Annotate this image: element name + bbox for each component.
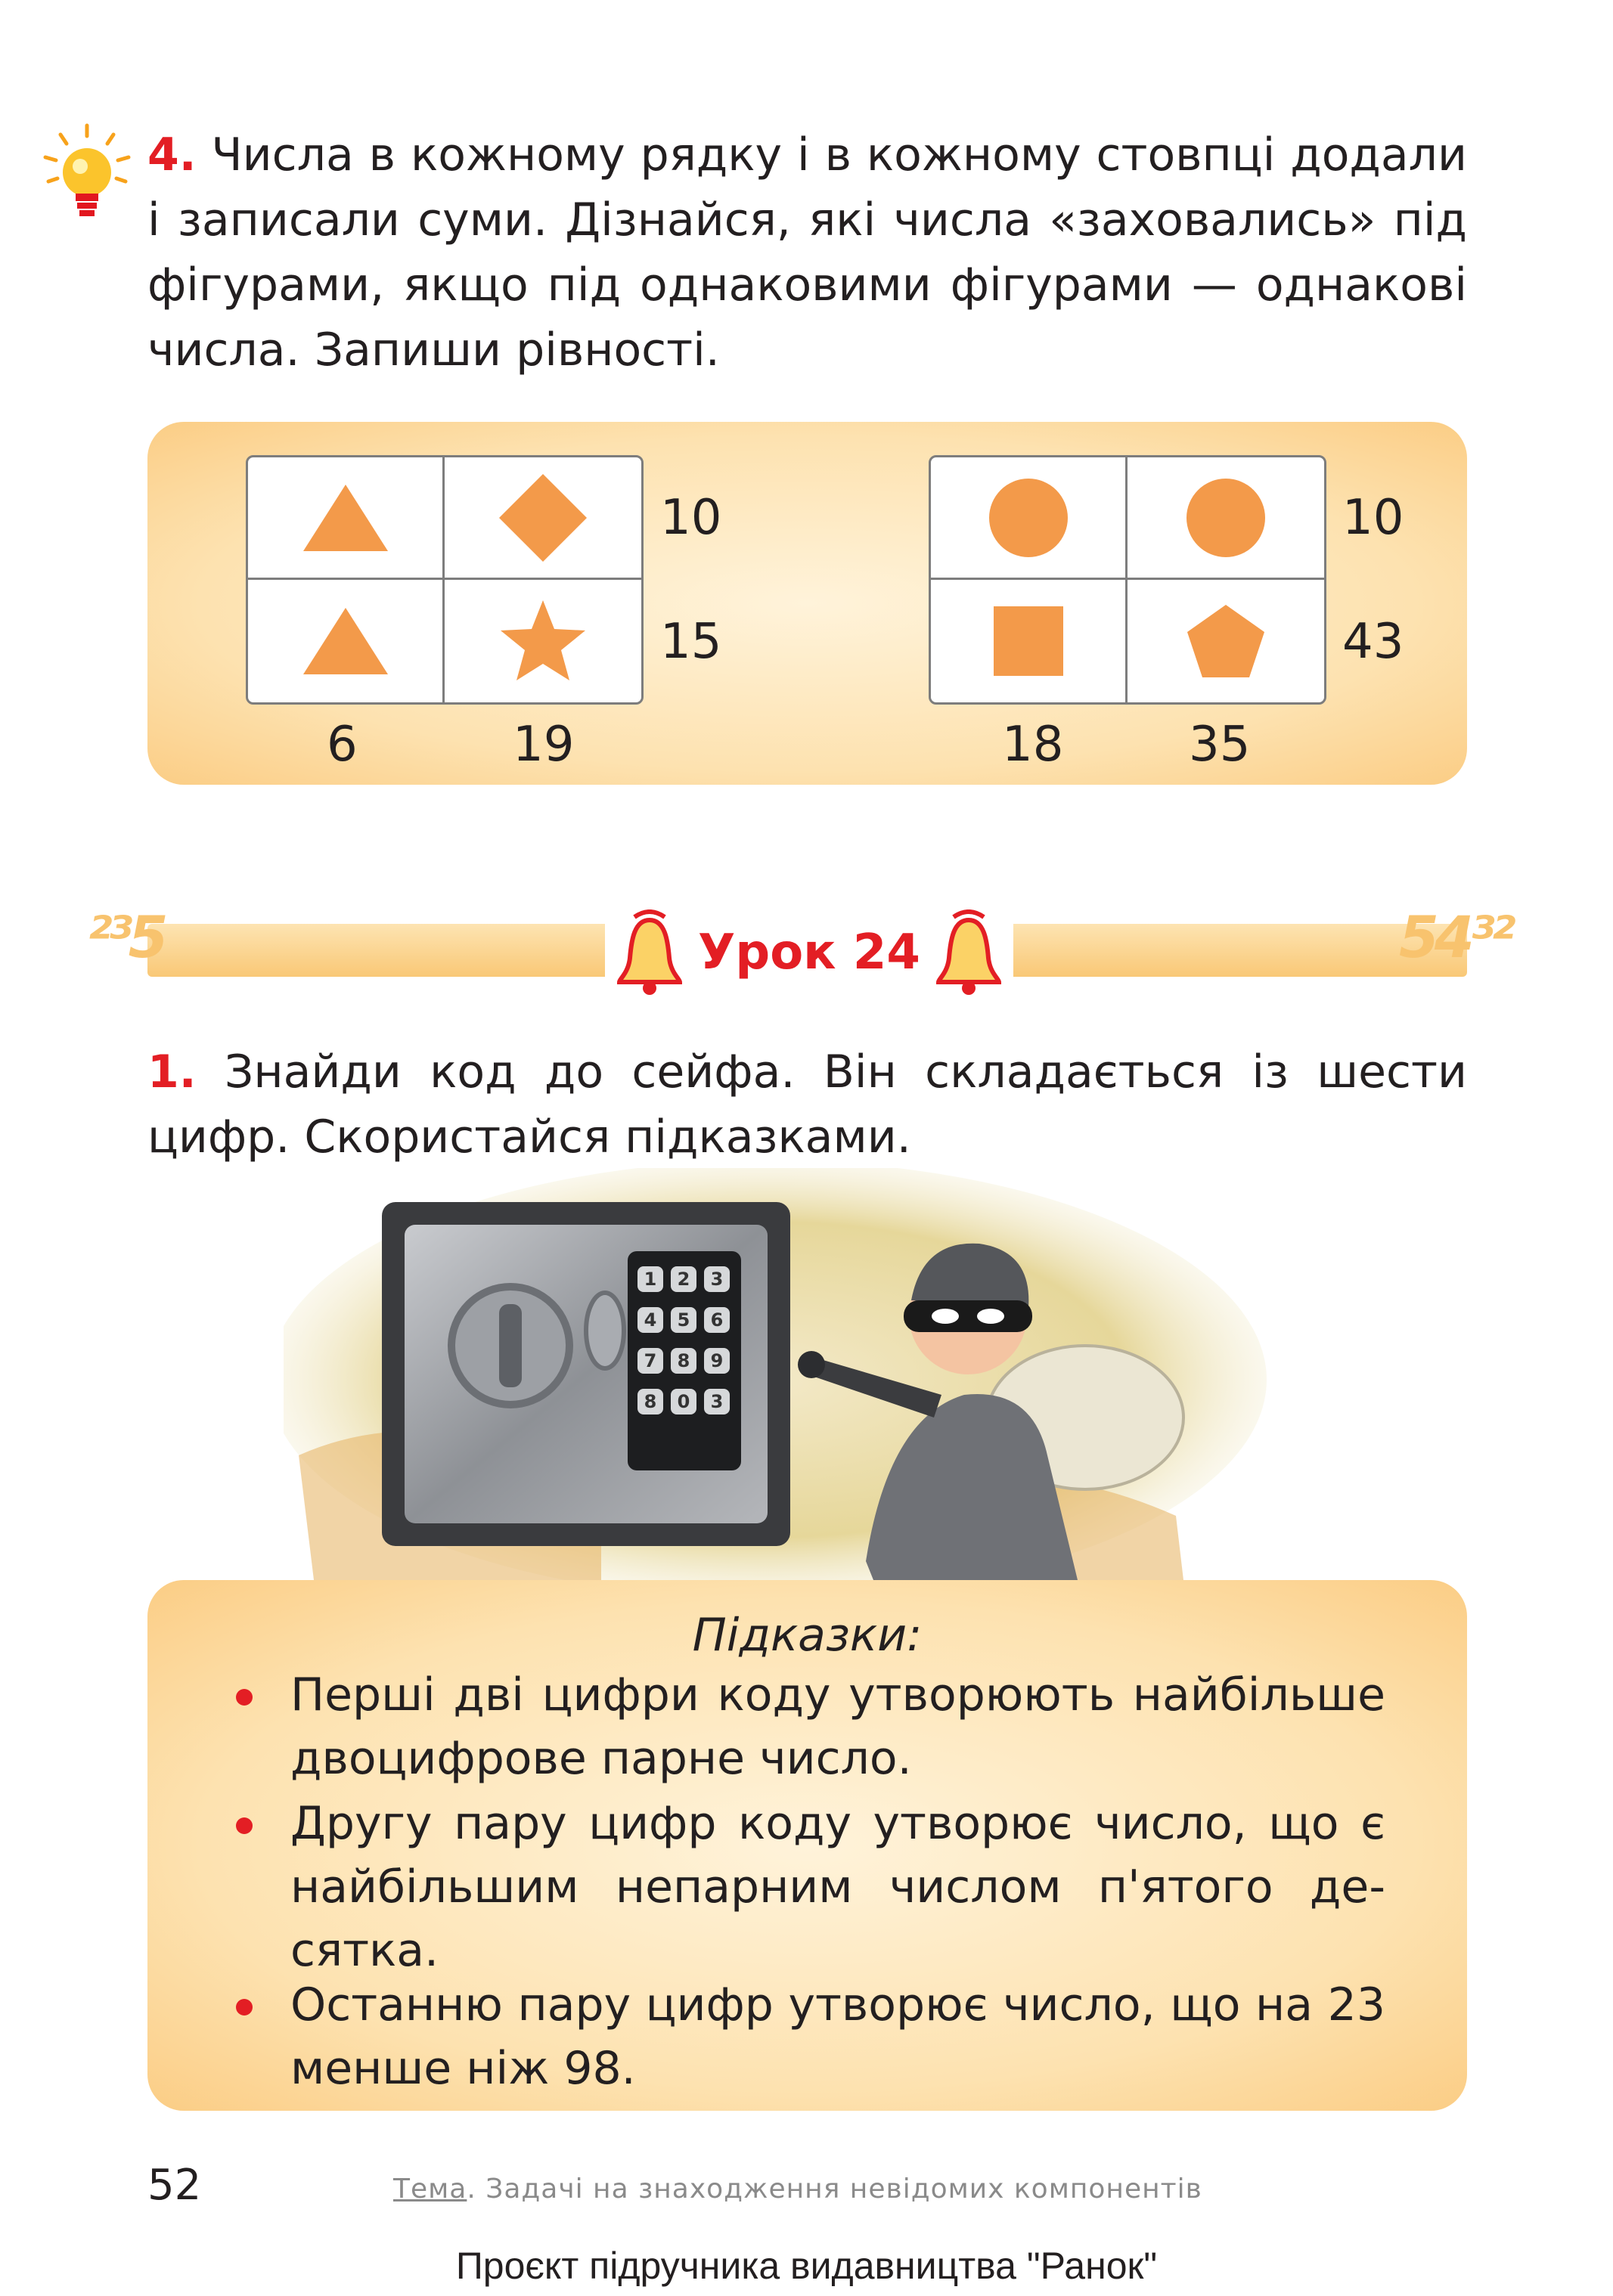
col-sum: 18 <box>1002 717 1064 773</box>
circle-icon <box>987 476 1070 559</box>
square-icon <box>992 605 1065 677</box>
bell-icon <box>931 909 1007 996</box>
row-sum: 43 <box>1342 614 1404 670</box>
hint-item <box>236 1973 1385 2100</box>
safe-illustration <box>284 1168 1267 1580</box>
page-number: 52 <box>147 2161 202 2210</box>
hint-text: Перші дві цифри коду утворюють найбільше двоцифрове парне число. <box>290 1669 1385 1785</box>
bell-icon <box>612 909 687 996</box>
row-sum: 10 <box>1342 490 1404 546</box>
number-decoration-right: 54³² <box>1399 903 1512 971</box>
hint-text: Другу пару цифр коду утворює число, що є найбільшим непарним числом п'ятого десятка. <box>290 1797 1385 1977</box>
publisher-note: Проєкт підручника видавництва "Ранок" <box>455 2245 1158 2287</box>
keypad-key: 8 <box>671 1348 696 1374</box>
lesson-title: Урок 24 <box>698 925 920 981</box>
keypad-key: 4 <box>637 1307 663 1333</box>
col-sum: 19 <box>513 717 575 773</box>
number-decoration-left: ²³5 <box>87 903 164 971</box>
keypad-key: 3 <box>704 1389 730 1414</box>
puzzle-grid-left <box>246 455 644 705</box>
grid-cell <box>248 580 445 702</box>
keypad-key: 0 <box>671 1389 696 1414</box>
task-1-body: Знайди код до сейфа. Він складається із шести цифр. Скористайся підказками. <box>147 1046 1467 1163</box>
task-4-text <box>147 122 1467 383</box>
grid-cell <box>248 457 445 580</box>
task-1-text <box>147 1040 1467 1170</box>
grid-cell <box>1128 580 1324 702</box>
pentagon-icon <box>1184 602 1267 680</box>
grid-cell <box>445 457 641 580</box>
keypad-key: 1 <box>637 1266 663 1292</box>
keypad-key: 2 <box>671 1266 696 1292</box>
keypad-key: 9 <box>704 1348 730 1374</box>
theme-text: . Задачі на знаходження невідомих компонентів <box>467 2174 1202 2205</box>
triangle-icon <box>300 480 391 556</box>
lightbulb-icon <box>38 119 136 233</box>
hint-text: Останню пару цифр утворює число, що на 23 менше ніж 98. <box>290 1978 1385 2095</box>
row-sum: 10 <box>660 490 722 546</box>
keypad-key: 5 <box>671 1307 696 1333</box>
bullet-icon <box>236 1817 253 1834</box>
keypad-key: 3 <box>704 1266 730 1292</box>
hint-item <box>236 1663 1385 1790</box>
theme-label: Тема <box>393 2174 467 2205</box>
grid-cell <box>931 457 1128 580</box>
diamond-icon <box>496 471 590 565</box>
keypad-key: 7 <box>637 1348 663 1374</box>
star-icon <box>498 597 588 685</box>
bullet-icon <box>236 1999 253 2016</box>
task-4-number: 4. <box>147 129 197 181</box>
bullet-icon <box>236 1689 253 1706</box>
puzzle-grid-right <box>929 455 1326 705</box>
keypad-key: 8 <box>637 1389 663 1414</box>
row-sum: 15 <box>660 614 722 670</box>
task-4-body: Числа в кожному рядку і в кожному стовпці додали і записали суми. Дізнайся, які числа «заховались» під фігурами, якщо під однаковими фігурами — однакові числа. Запиши рівності. <box>147 129 1468 376</box>
hint-item <box>236 1792 1385 1982</box>
col-sum: 35 <box>1189 717 1251 773</box>
task-1-number: 1. <box>147 1046 197 1098</box>
keypad-key: 6 <box>704 1307 730 1333</box>
grid-cell <box>445 580 641 702</box>
col-sum: 6 <box>327 717 358 773</box>
circle-icon <box>1184 476 1267 559</box>
footer-theme <box>393 2174 1202 2205</box>
hints-title: Підказки: <box>692 1609 923 1662</box>
grid-cell <box>931 580 1128 702</box>
lesson-header <box>605 907 1013 998</box>
grid-cell <box>1128 457 1324 580</box>
triangle-icon <box>300 603 391 679</box>
safe-keypad <box>637 1266 731 1414</box>
